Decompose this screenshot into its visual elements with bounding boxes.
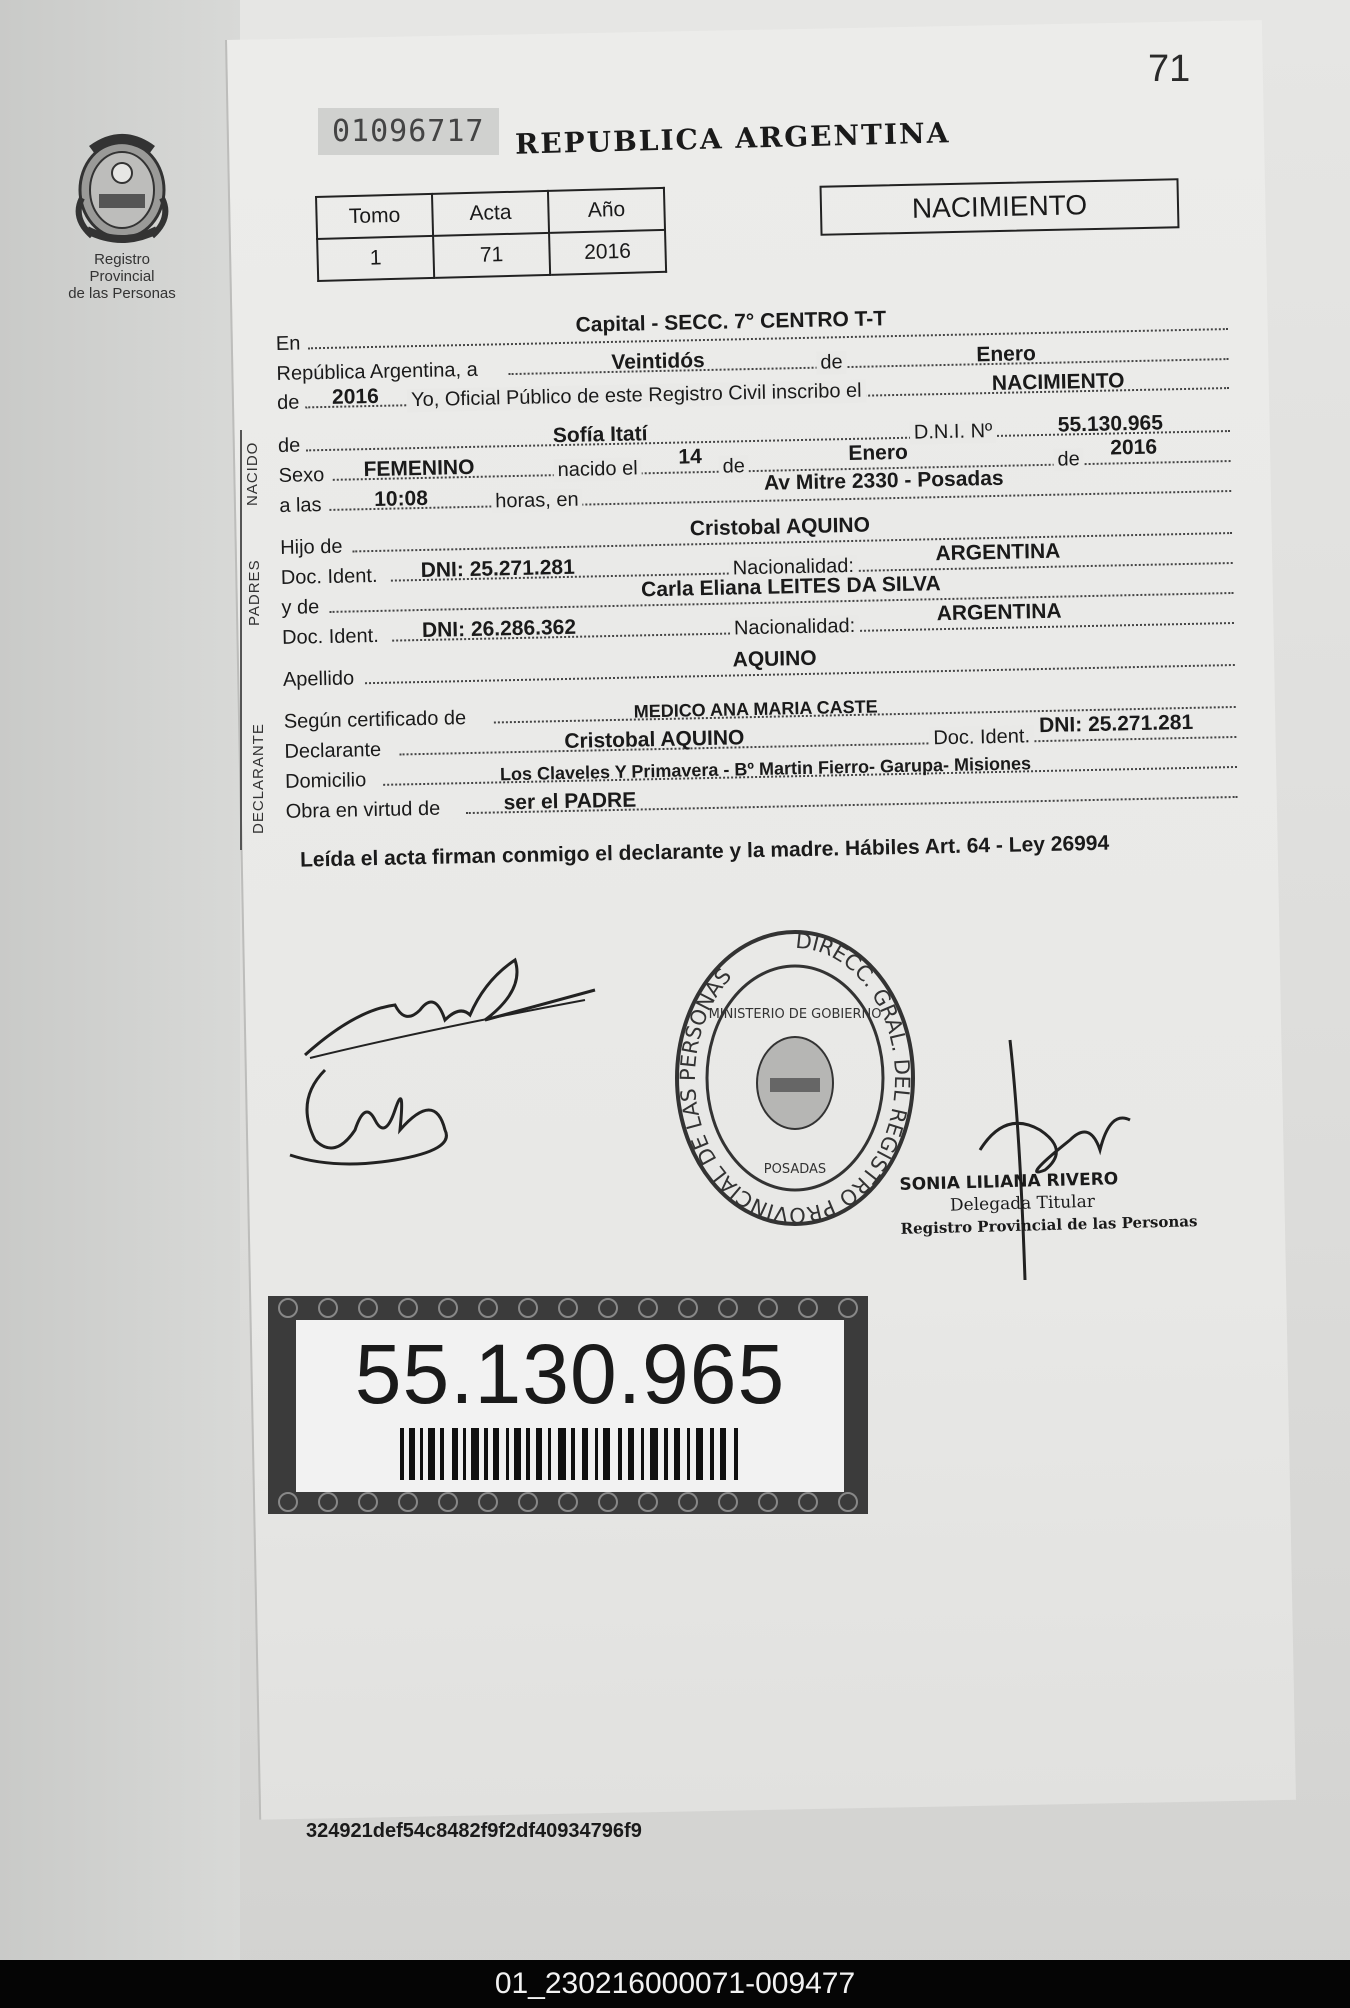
section-rule <box>240 430 242 850</box>
side-label-nacido: NACIDO <box>244 441 261 506</box>
value-padre-doc: DNI: 25.271.281 <box>420 555 576 583</box>
closing-text: Leída el acta firman conmigo el declarante y la madre. Hábiles Art. 64 - Ley 26994 <box>299 831 1110 872</box>
registry-header-tomo: Tomo <box>316 194 433 239</box>
value-mes-nac: Enero <box>848 440 909 466</box>
value-padre: Cristobal AQUINO <box>689 513 871 541</box>
label-nacionalidad-1: Nacionalidad: <box>728 555 858 581</box>
official-signature-icon <box>950 1030 1150 1290</box>
emblem-label-line2: de las Personas <box>68 285 176 302</box>
registry-value-anio: 2016 <box>549 230 666 275</box>
value-apellido: AQUINO <box>732 646 817 672</box>
value-nombre: Sofía Itatí <box>552 422 648 448</box>
label-doc-ident-2: Doc. Ident. <box>281 624 380 649</box>
value-dni: 55.130.965 <box>1057 411 1164 437</box>
label-a-las: a las <box>279 494 322 517</box>
label-dni: D.N.I. Nº <box>910 420 997 445</box>
registry-header-anio: Año <box>548 188 665 233</box>
official-office: Registro Provincial de las Personas <box>900 1212 1198 1238</box>
label-de-name: de <box>277 434 301 457</box>
mother-signature-icon <box>285 1050 485 1180</box>
value-declarante-doc: DNI: 25.271.281 <box>1038 710 1194 738</box>
stamp-inner-text: MINISTERIO DE GOBIERNO <box>708 1007 882 1022</box>
value-mes: Enero <box>976 342 1037 367</box>
label-apellido: Apellido <box>282 667 355 691</box>
page-number: 71 <box>1148 48 1191 90</box>
value-domicilio: Los Claveles Y Primavera - Bº Martin Fierro- Garupa- Misiones <box>499 753 1032 785</box>
official-title: Delegada Titular <box>949 1191 1096 1216</box>
value-declarante: Cristobal AQUINO <box>564 726 745 754</box>
label-nacionalidad-2: Nacionalidad: <box>730 615 860 641</box>
side-label-padres: PADRES <box>246 559 263 626</box>
barcode-inner <box>296 1320 844 1492</box>
label-republica: República Argentina, a <box>276 358 478 385</box>
value-lugar-nac: Av Mitre 2330 - Posadas <box>763 466 1004 495</box>
header-title: REPUBLICA ARGENTINA <box>514 116 951 161</box>
label-nacido-el: nacido el <box>553 457 642 482</box>
value-sexo: FEMENINO <box>363 455 475 482</box>
registry-table-value-row <box>317 230 666 281</box>
value-dia: Veintidós <box>611 349 705 374</box>
registry-value-tomo: 1 <box>317 236 434 281</box>
value-tipo: NACIMIENTO <box>991 369 1125 396</box>
value-dia-nac: 14 <box>678 445 702 469</box>
label-doc-ident-decl: Doc. Ident. <box>929 725 1034 750</box>
label-yo-oficial: Yo, Oficial Público de este Registro Civil inscribo el <box>407 380 866 413</box>
label-y-de: y de <box>281 596 320 619</box>
label-segun-certificado: Según certificado de <box>283 707 467 733</box>
label-en: En <box>275 332 301 355</box>
label-domicilio: Domicilio <box>284 769 367 793</box>
misiones-coat-of-arms-icon <box>67 128 177 246</box>
registry-value-acta: 71 <box>433 233 550 278</box>
value-hora: 10:08 <box>373 486 429 511</box>
label-sexo: Sexo <box>278 464 325 487</box>
value-lugar: Capital - SECC. 7° CENTRO T-T <box>575 307 887 337</box>
label-de-year: de <box>276 391 300 414</box>
side-label-declarante: DECLARANTE <box>250 723 267 834</box>
value-madre-doc: DNI: 26.286.362 <box>421 615 577 642</box>
stamp-bottom-text: POSADAS <box>763 1162 827 1177</box>
official-signature-block <box>899 1166 1197 1240</box>
stamp-ring-text: DIRECC. GRAL. DEL REGISTRO PROVINCIAL DE LAS PERSONAS <box>675 928 915 1228</box>
barcode-number: 55.130.965 <box>354 1327 786 1421</box>
value-anio: 2016 <box>331 384 380 409</box>
label-horas-en: horas, en <box>491 489 583 514</box>
label-de-birth-year: de <box>1053 448 1084 472</box>
value-madre-nac: ARGENTINA <box>936 599 1062 626</box>
act-type-box: NACIMIENTO <box>820 178 1180 236</box>
label-declarante: Declarante <box>284 738 382 763</box>
label-hijo-de: Hijo de <box>279 535 343 559</box>
value-madre: Carla Eliana LEITES DA SILVA <box>640 572 941 602</box>
emblem-label-line1: Registro Provincial <box>89 251 155 285</box>
label-de-birth-month: de <box>718 455 749 479</box>
label-de-month: de <box>816 351 847 375</box>
footer-bar <box>0 1960 1350 2008</box>
footer-id: 01_230216000071-009477 <box>494 1967 856 2000</box>
value-anio-nac: 2016 <box>1110 435 1158 460</box>
label-obra-en-virtud: Obra en virtud de <box>285 797 441 823</box>
official-stamp-icon <box>670 918 920 1228</box>
document-hash: 324921def54c8482f9f2df40934796f9 <box>306 1820 642 1842</box>
value-padre-nac: ARGENTINA <box>935 539 1061 566</box>
barcode-bars-icon <box>400 1428 740 1480</box>
registry-table <box>315 187 667 282</box>
label-doc-ident-1: Doc. Ident. <box>280 564 378 589</box>
value-certificado: MEDICO ANA MARIA CASTE <box>633 696 878 722</box>
province-emblem <box>62 128 182 302</box>
barcode-label <box>268 1296 868 1514</box>
official-name: SONIA LILIANA RIVERO <box>899 1169 1119 1195</box>
value-obra: ser el PADRE <box>503 788 637 815</box>
registry-header-acta: Acta <box>432 191 549 236</box>
serial-number-stamp: 01096717 <box>318 108 499 155</box>
